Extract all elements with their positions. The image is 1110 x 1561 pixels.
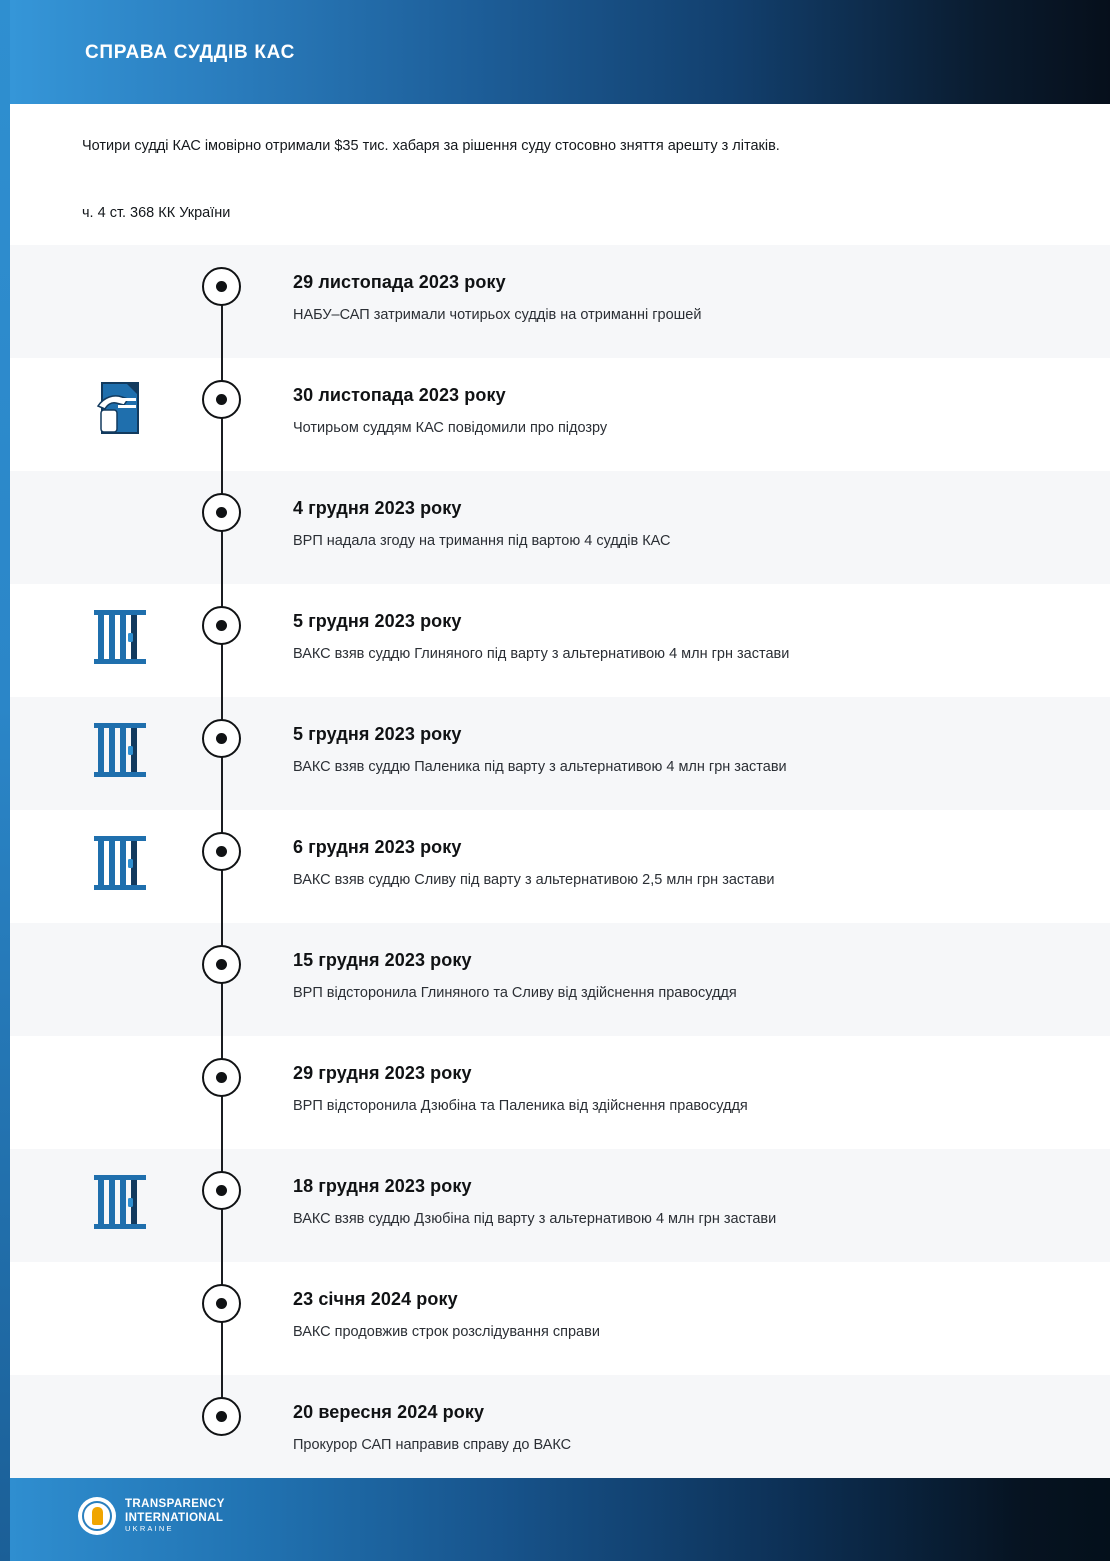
timeline-marker-icon xyxy=(202,945,241,984)
jail-bars-icon xyxy=(88,606,152,668)
logo-line-1: TRANSPARENCY xyxy=(125,1498,225,1511)
timeline-date: 18 грудня 2023 року xyxy=(293,1176,472,1196)
timeline-date: 23 січня 2024 року xyxy=(293,1289,458,1309)
timeline-list xyxy=(10,245,1110,1488)
criminal-code-article: ч. 4 ст. 368 КК України xyxy=(82,205,231,221)
jail-bars-icon xyxy=(88,832,152,894)
jail-bars-icon xyxy=(88,1171,152,1233)
logo-text xyxy=(125,1498,225,1534)
timeline-date: 5 грудня 2023 року xyxy=(293,611,462,631)
timeline-date: 30 листопада 2023 року xyxy=(293,385,506,405)
timeline-marker-icon xyxy=(202,493,241,532)
timeline-row xyxy=(10,1262,1110,1375)
timeline-date: 29 листопада 2023 року xyxy=(293,272,506,292)
page-title: СПРАВА СУДДІВ КАС xyxy=(85,42,296,63)
timeline-row xyxy=(10,358,1110,471)
timeline-marker-icon xyxy=(202,832,241,871)
jail-bars-icon xyxy=(88,719,152,781)
case-summary: Чотири судді КАС імовірно отримали $35 тис. хабаря за рішення суду стосовно зняття арешту з літаків. xyxy=(82,138,780,154)
timeline-description: Чотирьом суддям КАС повідомили про підозру xyxy=(293,420,608,436)
timeline-row xyxy=(10,245,1110,358)
timeline-row xyxy=(10,1375,1110,1488)
timeline-marker-icon xyxy=(202,267,241,306)
timeline-description: ВАКС взяв суддю Сливу під варту з альтернативою 2,5 млн грн застави xyxy=(293,872,775,888)
timeline-row xyxy=(10,923,1110,1036)
timeline-row xyxy=(10,471,1110,584)
timeline-description: ВАКС продовжив строк розслідування справи xyxy=(293,1324,600,1340)
timeline-row xyxy=(10,810,1110,923)
timeline-marker-icon xyxy=(202,606,241,645)
timeline-date: 15 грудня 2023 року xyxy=(293,950,472,970)
left-accent-bar xyxy=(0,0,10,1561)
timeline-date: 4 грудня 2023 року xyxy=(293,498,462,518)
timeline-row xyxy=(10,697,1110,810)
ti-logo-icon xyxy=(78,1497,116,1535)
timeline-date: 5 грудня 2023 року xyxy=(293,724,462,744)
timeline-description: НАБУ–САП затримали чотирьох суддів на отриманні грошей xyxy=(293,307,702,323)
page-header xyxy=(10,0,1110,104)
logo-line-2: INTERNATIONAL xyxy=(125,1511,224,1524)
timeline-date: 29 грудня 2023 року xyxy=(293,1063,472,1083)
timeline-date: 6 грудня 2023 року xyxy=(293,837,462,857)
timeline-description: ВАКС взяв суддю Дзюбіна під варту з альтернативою 4 млн грн застави xyxy=(293,1211,777,1227)
page-footer xyxy=(10,1478,1110,1561)
timeline-row xyxy=(10,1149,1110,1262)
timeline-marker-icon xyxy=(202,380,241,419)
timeline-row xyxy=(10,584,1110,697)
timeline-marker-icon xyxy=(202,1284,241,1323)
logo-line-3: UKRAINE xyxy=(125,1524,174,1534)
transparency-international-logo xyxy=(78,1497,225,1535)
timeline-marker-icon xyxy=(202,719,241,758)
timeline-marker-icon xyxy=(202,1058,241,1097)
timeline-description: ВРП відсторонила Дзюбіна та Паленика від здійснення правосуддя xyxy=(293,1098,748,1114)
timeline-marker-icon xyxy=(202,1171,241,1210)
timeline-row xyxy=(10,1036,1110,1149)
timeline-description: ВРП відсторонила Глиняного та Сливу від здійснення правосуддя xyxy=(293,985,737,1001)
timeline-date: 20 вересня 2024 року xyxy=(293,1402,485,1422)
timeline-marker-icon xyxy=(202,1397,241,1436)
timeline-description: Прокурор САП направив справу до ВАКС xyxy=(293,1437,572,1453)
timeline-description: ВАКС взяв суддю Глиняного під варту з альтернативою 4 млн грн застави xyxy=(293,646,790,662)
suspicion-notice-icon xyxy=(88,380,152,442)
timeline-description: ВРП надала згоду на тримання під вартою 4 суддів КАС xyxy=(293,533,671,549)
timeline-description: ВАКС взяв суддю Паленика під варту з альтернативою 4 млн грн застави xyxy=(293,759,787,775)
